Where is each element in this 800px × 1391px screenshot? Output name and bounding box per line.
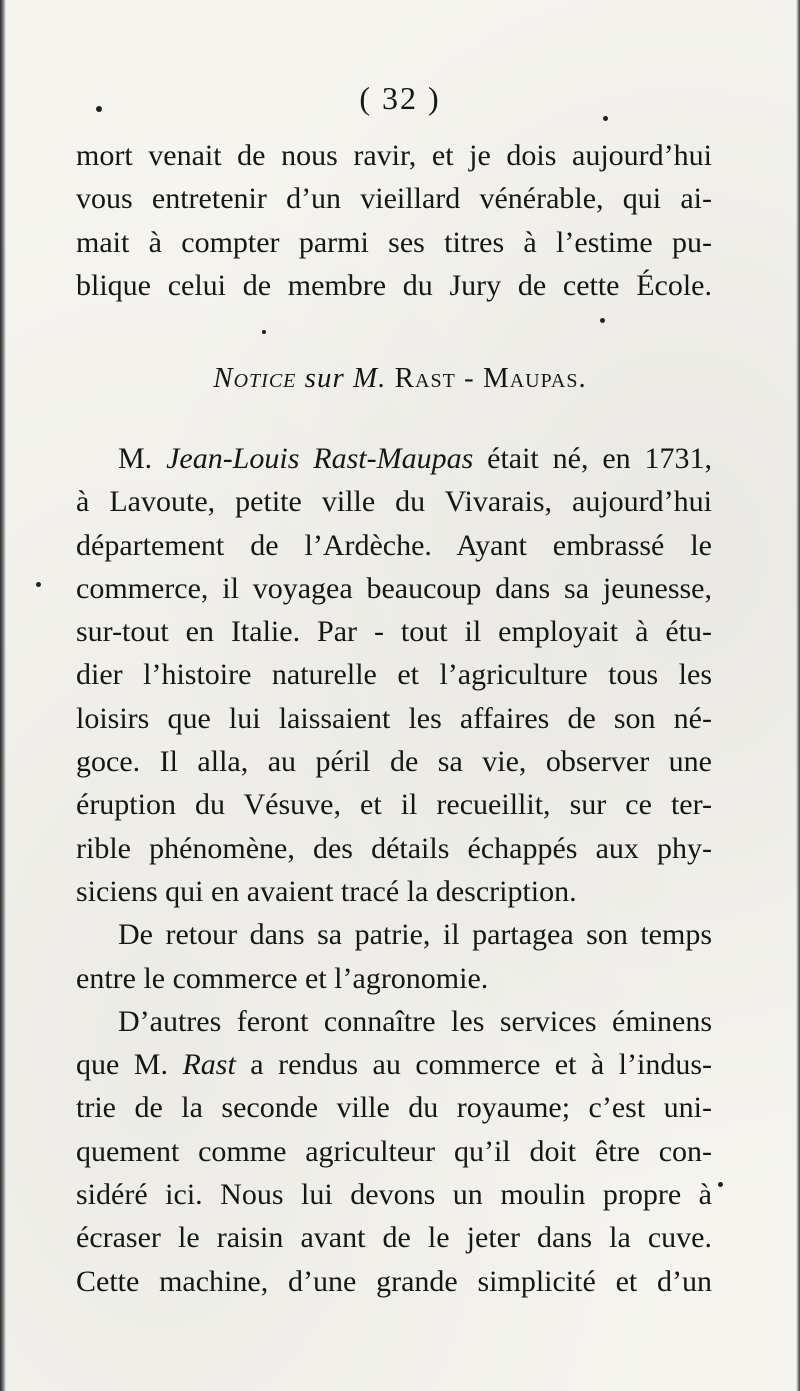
heading-sur: sur	[304, 362, 345, 394]
text-line: commerce, il voyagea beaucoup dans sa jeunesse,	[76, 571, 712, 605]
heading-notice: Notice	[213, 362, 297, 394]
text-line: trie de la seconde ville du royaume; c’est uni-	[76, 1091, 712, 1125]
ink-speck	[603, 116, 608, 121]
text-line: écraser le raisin avant de le jeter dans la cuve.	[76, 1221, 712, 1255]
ink-speck	[600, 318, 605, 323]
text-line: loisirs que lui laissaient les affaires de son né-	[76, 701, 712, 735]
text-line: D’autres feront connaître les services éminens	[118, 1004, 712, 1038]
text-line: à Lavoute, petite ville du Vivarais, aujourd’hui	[76, 485, 712, 519]
text-line: De retour dans sa patrie, il partagea son temps	[118, 918, 712, 952]
continued-paragraph	[76, 134, 712, 307]
page-number: ( 32 )	[359, 80, 441, 116]
text-line: Cette machine, d’une grande simplicité et d’un	[76, 1264, 712, 1298]
ink-speck	[96, 106, 102, 112]
first-line-rest: était né, en 1731,	[487, 442, 713, 475]
text-line: mait à compter parmi ses titres à l’estime pu-	[76, 225, 712, 259]
ink-speck	[718, 1182, 723, 1187]
person-name-short: Rast	[182, 1048, 236, 1082]
text-line: éruption du Vésuve, et il recueillit, sur ce ter-	[76, 788, 712, 822]
text-line-first	[76, 437, 712, 480]
text-line: dier l’histoire naturelle et l’agriculture tous les	[76, 658, 712, 692]
page-right-edge	[796, 0, 800, 1391]
text-line: blique celui de membre du Jury de cette École.	[76, 268, 712, 302]
first-line-prefix: M.	[118, 442, 153, 475]
text-line: siciens qui en avaient tracé la description.	[76, 874, 577, 908]
text-line-mixed	[76, 1043, 712, 1086]
line-pre: que M.	[76, 1048, 168, 1082]
text-line: vous entretenir d’un vieillard vénérable, qui ai-	[76, 182, 712, 216]
text-line: rible phénomène, des détails échappés aux phy-	[76, 831, 712, 865]
page-left-edge	[0, 0, 6, 1391]
section-heading	[0, 362, 800, 395]
text-line: sur-tout en Italie. Par - tout il employait à étu-	[76, 615, 712, 649]
heading-name: Rast - Maupas.	[394, 362, 587, 394]
text-line: mort venait de nous ravir, et je dois aujourd’hui	[76, 139, 712, 172]
text-line: entre le commerce et l’agronomie.	[76, 961, 489, 995]
text-line: quement comme agriculteur qu’il doit être con-	[76, 1134, 712, 1168]
text-line: sidéré ici. Nous lui devons un moulin propre à	[76, 1178, 712, 1212]
person-name: Jean-Louis Rast-Maupas	[166, 442, 474, 475]
ink-speck	[36, 582, 41, 587]
biography-text	[76, 437, 712, 1303]
text-line: goce. Il alla, au péril de sa vie, observer une	[76, 745, 712, 779]
heading-m: M.	[352, 362, 387, 394]
line-post: a rendus au commerce et à l’indus-	[250, 1048, 713, 1082]
text-line: département de l’Ardèche. Ayant embrassé le	[76, 528, 712, 562]
ink-speck	[262, 330, 266, 334]
